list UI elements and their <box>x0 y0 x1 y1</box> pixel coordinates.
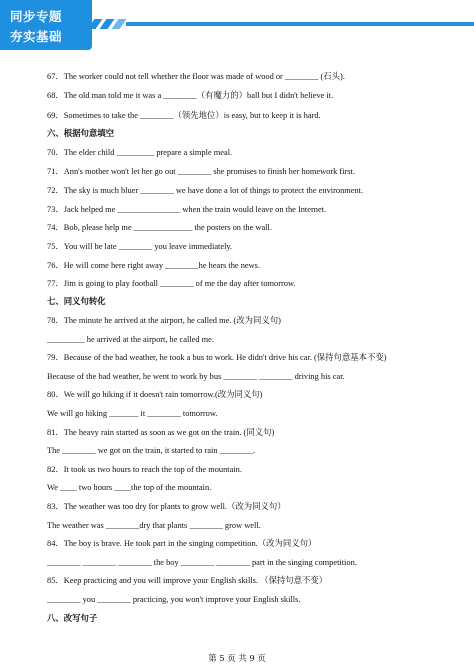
section-heading: 七、同义句转化 <box>47 296 106 306</box>
question-line: 81．The heavy rain started as soon as we got on the train. (同义句) <box>47 428 275 437</box>
answer-line: ________ you ________ practicing, you won't improve your English skills. <box>47 595 301 604</box>
answer-line: _________ he arrived at the airport, he called me. <box>47 335 214 344</box>
answer-line: The weather was ________dry that plants ________ grow well. <box>47 521 261 530</box>
answer-line: We will go hiking _______ it ________ tomorrow. <box>47 409 218 418</box>
question-line: 77．Jim is going to play football ________ of me the day after tomorrow. <box>47 279 296 288</box>
answer-line: ________ ________ ________ the boy ________ ________ part in the singing competition. <box>47 558 357 567</box>
header-stripe <box>111 19 126 29</box>
header-rule <box>126 22 474 26</box>
question-line: 73．Jack helped me _______________ when the train would leave on the Internet. <box>47 205 327 214</box>
question-line: 84．The boy is brave. He took part in the singing competition.（改为同义句） <box>47 539 317 548</box>
question-line: 74．Bob, please help me ______________ the posters on the wall. <box>47 223 272 232</box>
answer-line: We ____ two hours ____the top of the mountain. <box>47 483 212 492</box>
question-line: 67．The worker could not tell whether the floor was made of wood or ________ (石头). <box>47 72 345 81</box>
header-badge <box>0 0 92 50</box>
answer-line: The ________ we got on the train, it started to rain ________. <box>47 446 256 455</box>
question-line: 70．The elder child _________ prepare a simple meal. <box>47 148 233 157</box>
question-line: 72．The sky is much bluer ________ we have done a lot of things to protect the environment. <box>47 186 364 195</box>
page-header <box>0 0 474 52</box>
header-badge-line1: 同步专题 <box>10 9 63 24</box>
question-line: 76．He will come here right away ________he hears the news. <box>47 261 261 270</box>
question-line: 80．We will go hiking if it doesn't rain tomorrow.(改为同义句) <box>47 390 263 399</box>
section-heading: 六、根据句意填空 <box>47 128 114 138</box>
question-line: 78．The minute he arrived at the airport, he called me. (改为同义句) <box>47 316 281 325</box>
header-badge-line2: 夯实基础 <box>10 29 63 44</box>
question-line: 82．It took us two hours to reach the top of the mountain. <box>47 465 242 474</box>
answer-line: Because of the bad weather, he went to work by bus ________ ________ driving his car. <box>47 372 345 381</box>
question-line: 75．You will be late ________ you leave immediately. <box>47 242 233 251</box>
question-line: 79．Because of the bad weather, he took a bus to work. He didn't drive his car. (保持句意基本不变) <box>47 353 387 362</box>
question-line: 68．The old man told me it was a ________（有魔力的）ball but I didn't believe it. <box>47 91 334 100</box>
page-number: 第 5 页 共 9 页 <box>208 653 266 663</box>
section-heading: 八、改写句子 <box>47 613 98 623</box>
question-line: 71．Ann's mother won't let her go out ________ she promises to finish her homework first. <box>47 167 355 176</box>
question-line: 69．Sometimes to take the ________（领先地位）is easy, but to keep it is hard. <box>47 111 321 120</box>
question-line: 83．The weather was too dry for plants to grow well.（改为同义句） <box>47 502 286 511</box>
question-line: 85．Keep practicing and you will improve your English skills. （保持句意不变） <box>47 576 328 585</box>
